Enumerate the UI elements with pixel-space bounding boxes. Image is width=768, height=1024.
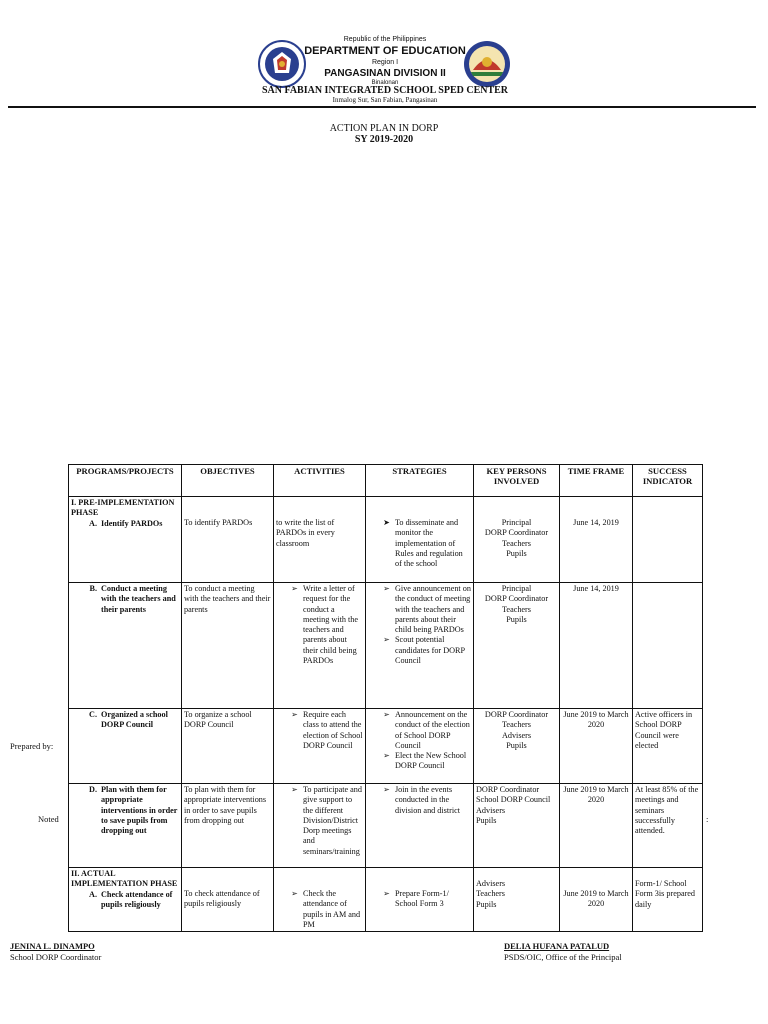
header-address: Inmalog Sur, San Fabian, Pangasinan — [332, 96, 438, 104]
person-item: Pupils — [476, 815, 497, 825]
objective-text: To plan with them for appropriate interventions in order to save pupils from dropping out — [184, 785, 267, 825]
list-item — [276, 889, 363, 930]
program-cell — [69, 583, 182, 709]
preparer-role: School DORP Coordinator — [10, 952, 102, 962]
phase-label: II. ACTUAL IMPLEMENTATION PHASE — [71, 869, 178, 889]
indicator-text: Form-1/ School Form 3is prepared daily — [635, 879, 696, 909]
project-name: Identify PARDOs — [101, 518, 163, 528]
item-letter: C. — [89, 710, 97, 719]
objective-cell — [182, 497, 274, 583]
list-item — [276, 710, 363, 751]
time-cell — [560, 709, 633, 784]
indicator-cell — [633, 497, 703, 583]
list-item — [368, 710, 471, 751]
document-subtitle: SY 2019-2020 — [354, 134, 414, 145]
activity-cell — [274, 583, 366, 709]
activity-cell — [274, 868, 366, 932]
person-item: DORP Coordinator — [484, 594, 549, 604]
header-republic: Republic of the Philippines — [343, 36, 427, 43]
strategy-cell — [366, 784, 474, 868]
colon-mark: : — [706, 814, 709, 824]
preparer-name: JENINA L. DINAMPO — [10, 941, 95, 951]
time-cell — [560, 497, 633, 583]
header-divider — [8, 106, 756, 108]
activity-text: Check the attendance of pupils in AM and PM — [303, 889, 361, 929]
person-item: DORP Coordinator — [484, 710, 549, 719]
arrow-bullet-icon: ➤ — [383, 518, 390, 527]
person-item: Teachers — [502, 604, 531, 614]
strategy-cell — [366, 709, 474, 784]
column-header: KEY PERSONS INVOLVED — [474, 465, 560, 497]
objective-cell — [182, 583, 274, 709]
approver-name: DELIA HUFANA PATALUD — [504, 941, 610, 951]
indicator-cell — [633, 583, 703, 709]
time-text: June 2019 to March 2020 — [563, 785, 629, 805]
objective-text: To organize a school DORP Council — [184, 710, 252, 730]
arrow-bullet-icon: ➢ — [291, 889, 298, 898]
objective-cell — [182, 709, 274, 784]
phase-label: I. PRE-IMPLEMENTATION PHASE — [71, 498, 175, 518]
person-item: Teachers — [502, 538, 531, 548]
table-row — [69, 868, 703, 932]
list-item — [368, 889, 471, 910]
arrow-bullet-icon: ➢ — [383, 751, 390, 761]
arrow-bullet-icon: ➢ — [383, 889, 390, 898]
indicator-text: Active officers in School DORP Council were elected — [635, 710, 693, 750]
indicator-cell — [633, 784, 703, 868]
item-letter: A. — [89, 518, 97, 528]
column-header: PROGRAMS/PROJECTS — [69, 465, 182, 497]
objective-text: To conduct a meeting with the teachers and their parents — [184, 584, 271, 614]
list-item — [368, 785, 471, 816]
column-header: ACTIVITIES — [274, 465, 366, 497]
arrow-bullet-icon: ➢ — [291, 710, 298, 719]
activity-text: Write a letter of request for the conduct a meeting with the teachers and parents about their child being PARDOs — [303, 584, 359, 666]
noted-label: Noted — [38, 814, 59, 824]
strategy-text: Announcement on the conduct of the election of School DORP Council — [395, 710, 470, 750]
table-row — [69, 497, 703, 583]
strategy-text: Join in the events conducted in the division and district — [395, 785, 461, 815]
person-item: Pupils — [506, 548, 527, 558]
activity-cell — [274, 784, 366, 868]
activity-cell — [274, 497, 366, 583]
time-text: June 2019 to March 2020 — [563, 710, 629, 730]
person-item: Pupils — [506, 740, 527, 750]
person-item: Advisers — [476, 805, 506, 815]
strategy-cell — [366, 497, 474, 583]
persons-cell — [474, 583, 560, 709]
arrow-bullet-icon: ➢ — [291, 584, 298, 593]
table-row — [69, 583, 703, 709]
indicator-cell — [633, 868, 703, 932]
person-item: Principal — [501, 584, 532, 593]
persons-cell — [474, 497, 560, 583]
strategy-text: Prepare Form-1/ School Form 3 — [395, 889, 449, 909]
arrow-bullet-icon: ➢ — [291, 785, 298, 794]
table-row — [69, 784, 703, 868]
prepared-by-label: Prepared by: — [10, 741, 54, 751]
header-department: DEPARTMENT OF EDUCATION — [304, 45, 466, 57]
objective-text: To check attendance of pupils religiously — [184, 889, 260, 909]
approver-role: PSDS/OIC, Office of the Principal — [504, 952, 622, 962]
activity-text: Require each class to attend the election of School DORP Council — [303, 710, 363, 750]
person-item: DORP Coordinator — [476, 785, 540, 794]
person-item: Advisers — [476, 879, 506, 888]
person-item: Advisers — [501, 730, 532, 740]
item-letter: B. — [89, 584, 97, 593]
person-item: Principal — [501, 518, 532, 527]
person-item: DORP Coordinator — [484, 528, 549, 538]
time-cell — [560, 868, 633, 932]
strategy-text: Scout potential candidates for DORP Council — [395, 635, 465, 666]
time-cell — [560, 784, 633, 868]
person-item: Pupils — [476, 899, 497, 909]
program-cell — [69, 497, 182, 583]
strategy-text: Elect the New School DORP Council — [395, 751, 467, 771]
item-letter: A. — [89, 889, 97, 899]
strategy-cell — [366, 583, 474, 709]
header-region: Region I — [371, 59, 399, 66]
table-row — [69, 709, 703, 784]
header-school-name: SAN FABIAN INTEGRATED SCHOOL SPED CENTER — [261, 85, 509, 96]
program-cell — [69, 868, 182, 932]
strategy-text: To disseminate and monitor the implementation of Rules and regulation of the school — [395, 518, 463, 569]
arrow-bullet-icon: ➢ — [383, 710, 390, 719]
header-town: Binalonan — [371, 80, 399, 86]
persons-cell — [474, 868, 560, 932]
item-letter: D. — [89, 785, 97, 794]
list-item — [368, 751, 471, 772]
column-header: TIME FRAME — [560, 465, 633, 497]
arrow-bullet-icon: ➢ — [383, 785, 390, 794]
arrow-bullet-icon: ➢ — [383, 584, 390, 593]
person-item: Teachers — [502, 720, 531, 730]
person-item: Teachers — [476, 889, 505, 899]
indicator-text: At least 85% of the meetings and seminars successfully attended. — [635, 785, 699, 836]
list-item — [368, 635, 471, 666]
project-name: Plan with them for appropriate interventions in order to save pupils from dropping out — [101, 785, 178, 836]
project-name: Check attendance of pupils religiously — [101, 889, 173, 909]
strategy-text: Give announcement on the conduct of meeting with the teachers and parents about their child being PARDOs — [395, 584, 471, 635]
time-cell — [560, 583, 633, 709]
persons-cell — [474, 784, 560, 868]
person-item: School DORP Council — [476, 795, 551, 805]
activity-text: to write the list of PARDOs in every classroom — [276, 518, 335, 548]
objective-cell — [182, 784, 274, 868]
column-header: OBJECTIVES — [182, 465, 274, 497]
project-name: Conduct a meeting with the teachers and their parents — [101, 584, 176, 614]
program-cell — [69, 784, 182, 868]
activity-text: To participate and give support to the different Division/District Dorp meetings and seminars/training — [303, 785, 362, 856]
program-cell — [69, 709, 182, 784]
list-item — [368, 584, 471, 635]
column-header: SUCCESS INDICATOR — [633, 465, 703, 497]
time-text: June 2019 to March 2020 — [563, 889, 629, 909]
list-item — [276, 785, 363, 857]
time-text: June 14, 2019 — [573, 584, 619, 593]
objective-cell — [182, 868, 274, 932]
persons-cell — [474, 709, 560, 784]
objective-text: To identify PARDOs — [184, 518, 253, 527]
indicator-cell — [633, 709, 703, 784]
header-division: PANGASINAN DIVISION II — [324, 68, 446, 79]
column-header: STRATEGIES — [366, 465, 474, 497]
activity-cell — [274, 709, 366, 784]
arrow-bullet-icon: ➢ — [383, 635, 390, 645]
action-plan-table — [68, 464, 703, 932]
strategy-cell — [366, 868, 474, 932]
document-title: ACTION PLAN IN DORP — [329, 123, 439, 134]
project-name: Organized a school DORP Council — [101, 710, 168, 730]
time-text: June 14, 2019 — [573, 518, 619, 527]
table-header-row — [69, 465, 703, 497]
list-item — [276, 584, 363, 666]
person-item: Pupils — [506, 614, 527, 624]
list-item — [368, 518, 471, 569]
